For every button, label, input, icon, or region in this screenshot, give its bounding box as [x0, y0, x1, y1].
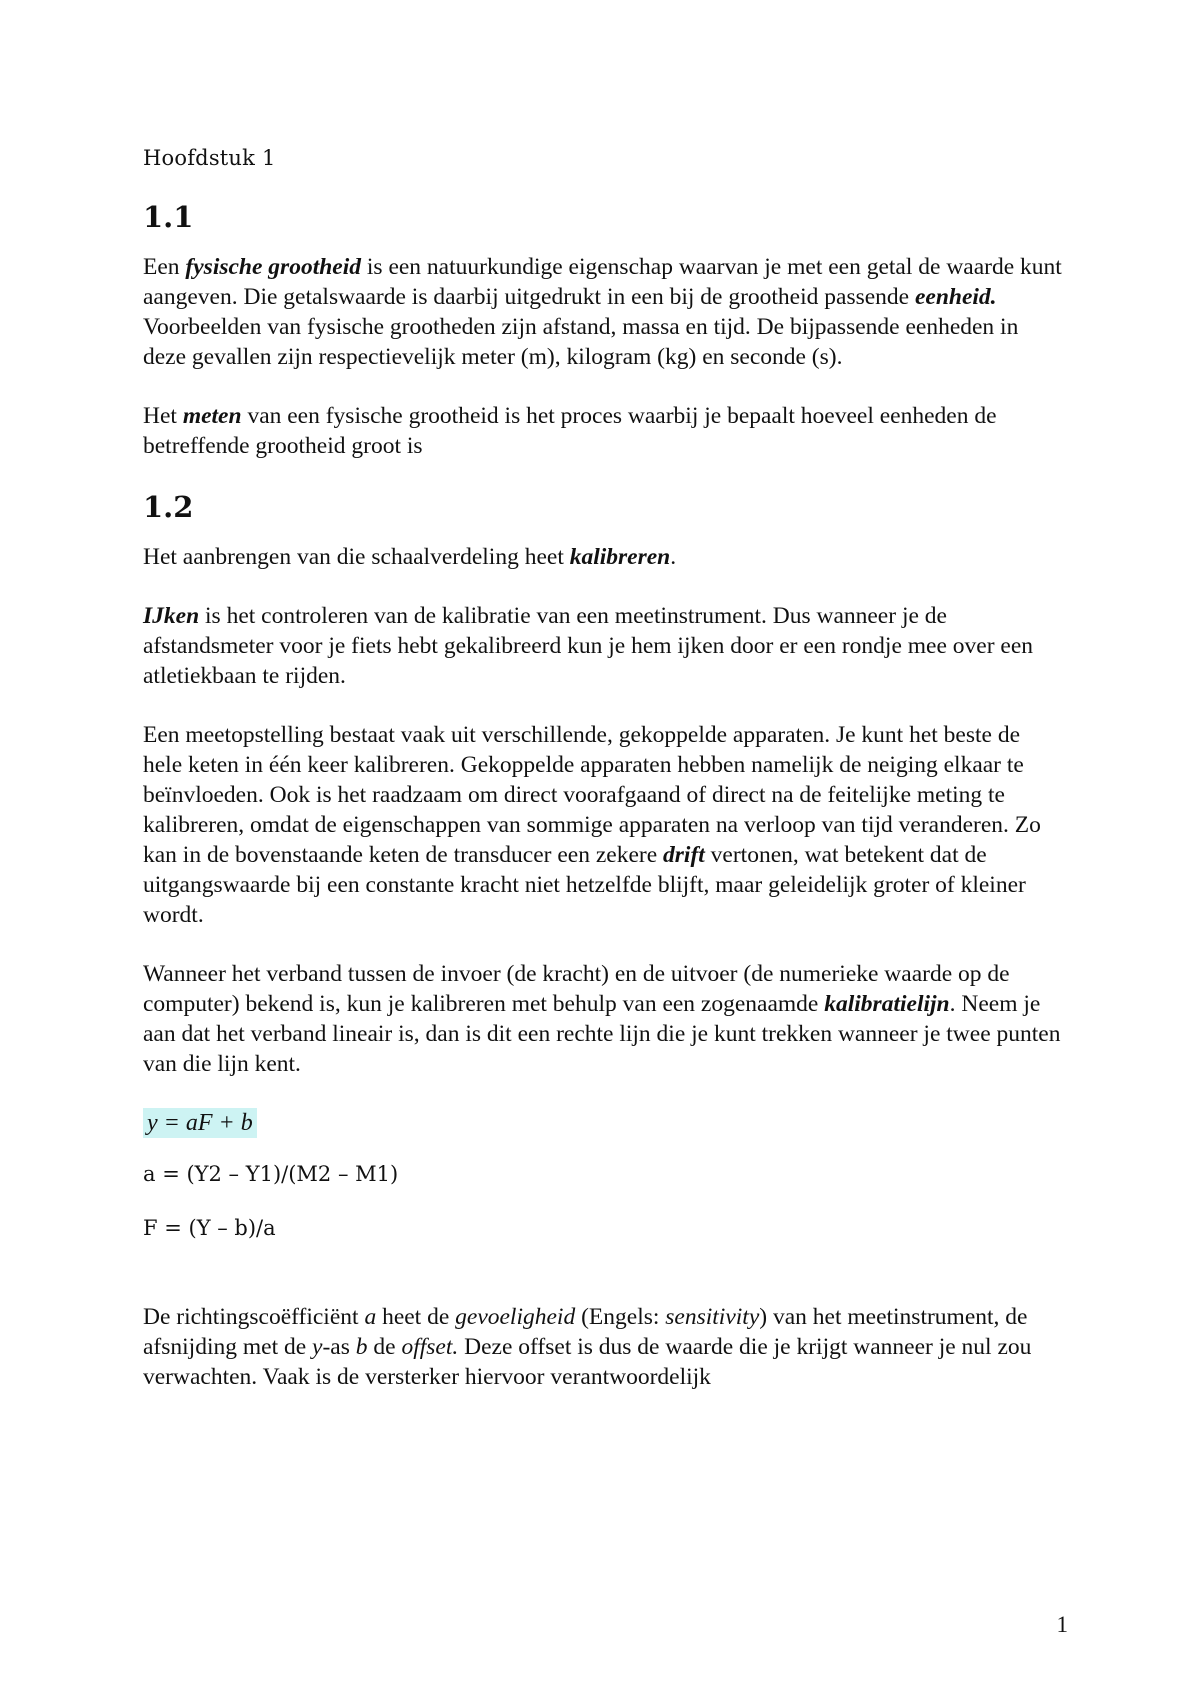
text-run: is het controleren van de kalibratie van een meetinstrument. Dus wanneer je de afstandsmeter voor je fiets hebt gekalibreerd kun je hem ijken door er een rondje mee over een atletiekbaan te rijden. [143, 603, 1034, 689]
term-ijken: IJken [143, 603, 200, 629]
paragraph-kalibratielijn [143, 959, 1063, 1079]
paragraph-gevoeligheid [143, 1302, 1063, 1392]
text-run: (Engels: [575, 1304, 666, 1330]
paragraph-kalibreren [143, 542, 1063, 572]
text-run: . Neem je aan dat het verband lineair is, dan is dit een rechte lijn die je kunt trekken wanneer je twee punten van die lijn kent. [143, 991, 1061, 1077]
text-run: Het [143, 403, 183, 429]
paragraph-fysische-grootheid [143, 252, 1063, 372]
text-run: Een [143, 254, 186, 280]
text-run: Een meetopstelling bestaat vaak uit verschillende, gekoppelde apparaten. Je kunt het beste de hele keten in één keer kalibreren. Gekoppelde apparaten hebben namelijk de neiging elkaar te beïnvloeden. Ook is het raadzaam om direct voorafgaand of direct na de feitelijke meting te kalibreren, omdat de eigenschappen van sommige apparaten na verloop van tijd veranderen. Zo kan in de bovenstaande keten de transducer een zekere [143, 722, 1041, 868]
section-heading-1-2: 1.2 [143, 490, 194, 524]
formula-a: a = (Y2 – Y1)/(M2 – M1) [143, 1162, 399, 1186]
term-meten: meten [182, 403, 242, 429]
var-y: y [312, 1334, 323, 1360]
paragraph-ijken [143, 601, 1063, 691]
term-gevoeligheid: gevoeligheid [455, 1304, 576, 1330]
text-run: Deze offset is dus de waarde die je krijgt wanneer je nul zou verwachten. Vaak is de versterker hiervoor verantwoordelijk [143, 1334, 1032, 1390]
formula-main: y = aF + b [143, 1108, 257, 1138]
page-number: 1 [1056, 1612, 1068, 1637]
text-run: heet de [376, 1304, 456, 1330]
term-kalibreren: kalibreren [569, 544, 671, 570]
term-eenheid: eenheid. [914, 284, 997, 310]
text-run: -as [322, 1334, 356, 1360]
var-a: a [364, 1304, 377, 1330]
text-run: van een fysische grootheid is het proces waarbij je bepaalt hoeveel eenheden de betreffende grootheid groot is [143, 403, 997, 459]
document-page [143, 138, 1063, 1421]
text-run: vertonen, wat betekent dat de uitgangswaarde bij een constante kracht niet hetzelfde blijft, maar geleidelijk groter of kleiner wordt. [143, 842, 1026, 928]
term-offset: offset. [401, 1334, 459, 1360]
formula-line [143, 1108, 1063, 1138]
paragraph-meetopstelling [143, 720, 1063, 930]
paragraph-meten [143, 401, 1063, 461]
section-heading-1-1: 1.1 [143, 200, 194, 234]
text-run: Voorbeelden van fysische grootheden zijn afstand, massa en tijd. De bijpassende eenheden in deze gevallen zijn respectievelijk meter (m), kilogram (kg) en seconde (s). [143, 314, 1019, 370]
text-run: Wanneer het verband tussen de invoer (de kracht) en de uitvoer (de numerieke waarde op de computer) bekend is, kun je kalibreren met behulp van een zogenaamde [143, 961, 1010, 1017]
term-kalibratielijn: kalibratielijn [824, 991, 950, 1017]
text-run: is een natuurkundige eigenschap waarvan je met een getal de waarde kunt aangeven. Die getalswaarde is daarbij uitgedrukt in een bij de grootheid passende [143, 254, 1062, 310]
text-run: Het aanbrengen van die schaalverdeling heet [143, 544, 570, 570]
term-drift: drift [663, 842, 705, 868]
var-b: b [355, 1334, 368, 1360]
term-sensitivity: sensitivity [665, 1304, 760, 1330]
text-run: De richtingscoëfficiënt [143, 1304, 365, 1330]
chapter-label: Hoofdstuk 1 [143, 146, 276, 170]
text-run: ) van het meetinstrument, de afsnijding met de [143, 1304, 1028, 1360]
formula-f: F = (Y – b)/a [143, 1216, 276, 1240]
term-fysische-grootheid: fysische grootheid [185, 254, 362, 280]
text-run: . [670, 544, 677, 570]
text-run: de [367, 1334, 402, 1360]
